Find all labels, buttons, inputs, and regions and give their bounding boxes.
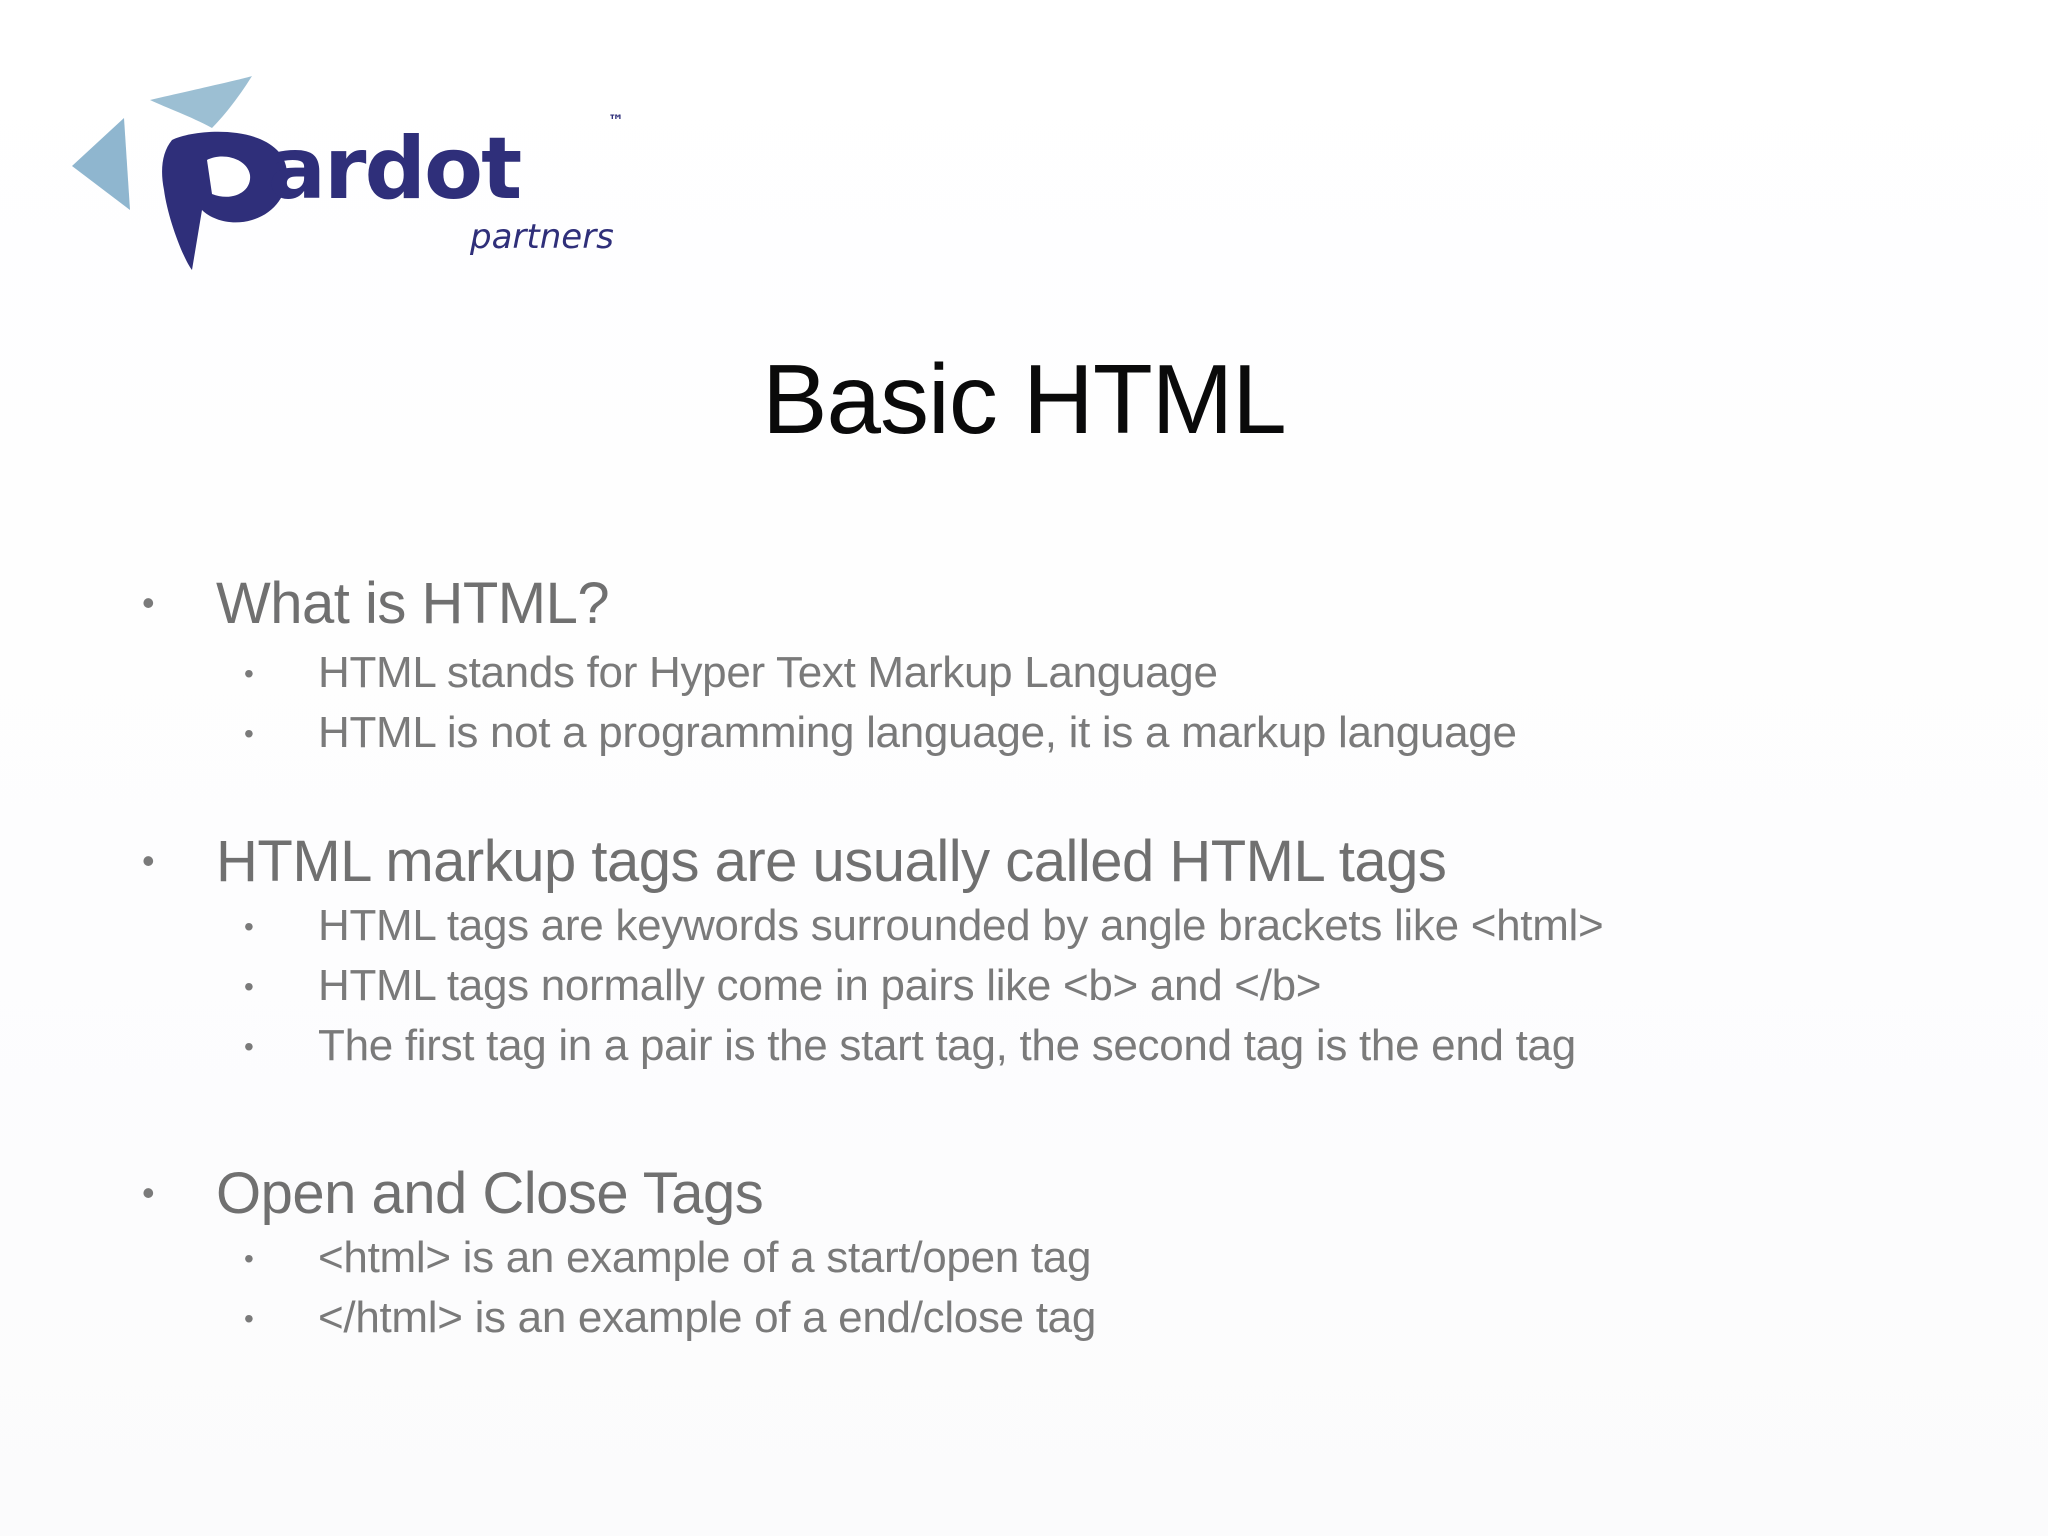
bullet-icon: • bbox=[244, 1243, 254, 1274]
section-heading: HTML markup tags are usually called HTML tags bbox=[216, 829, 1447, 894]
list-item: <html> is an example of a start/open tag bbox=[318, 1233, 1092, 1282]
logo-subtitle: partners bbox=[470, 217, 614, 257]
list-item: HTML is not a programming language, it is a markup language bbox=[318, 708, 1517, 757]
list-item: HTML tags are keywords surrounded by angle brackets like <html> bbox=[318, 901, 1604, 950]
logo-trademark: ™ bbox=[608, 111, 624, 130]
list-item: HTML stands for Hyper Text Markup Language bbox=[318, 648, 1218, 697]
list-item: HTML tags normally come in pairs like <b> and </b> bbox=[318, 961, 1322, 1010]
logo-wordmark: ardot bbox=[268, 119, 521, 219]
bullet-icon: • bbox=[244, 1031, 254, 1062]
bullet-icon: • bbox=[244, 718, 254, 749]
bullet-icon: • bbox=[142, 582, 155, 623]
pardot-logo bbox=[72, 70, 652, 280]
section-heading: Open and Close Tags bbox=[216, 1161, 764, 1226]
bullet-icon: • bbox=[244, 911, 254, 942]
bullet-icon: • bbox=[142, 1172, 155, 1213]
slide-title: Basic HTML bbox=[762, 344, 1286, 454]
bullet-icon: • bbox=[142, 840, 155, 881]
list-item: The first tag in a pair is the start tag, the second tag is the end tag bbox=[318, 1021, 1576, 1070]
section-heading: What is HTML? bbox=[216, 571, 610, 636]
list-item: </html> is an example of a end/close tag bbox=[318, 1293, 1097, 1342]
bullet-icon: • bbox=[244, 971, 254, 1002]
bullet-icon: • bbox=[244, 658, 254, 689]
bullet-icon: • bbox=[244, 1303, 254, 1334]
